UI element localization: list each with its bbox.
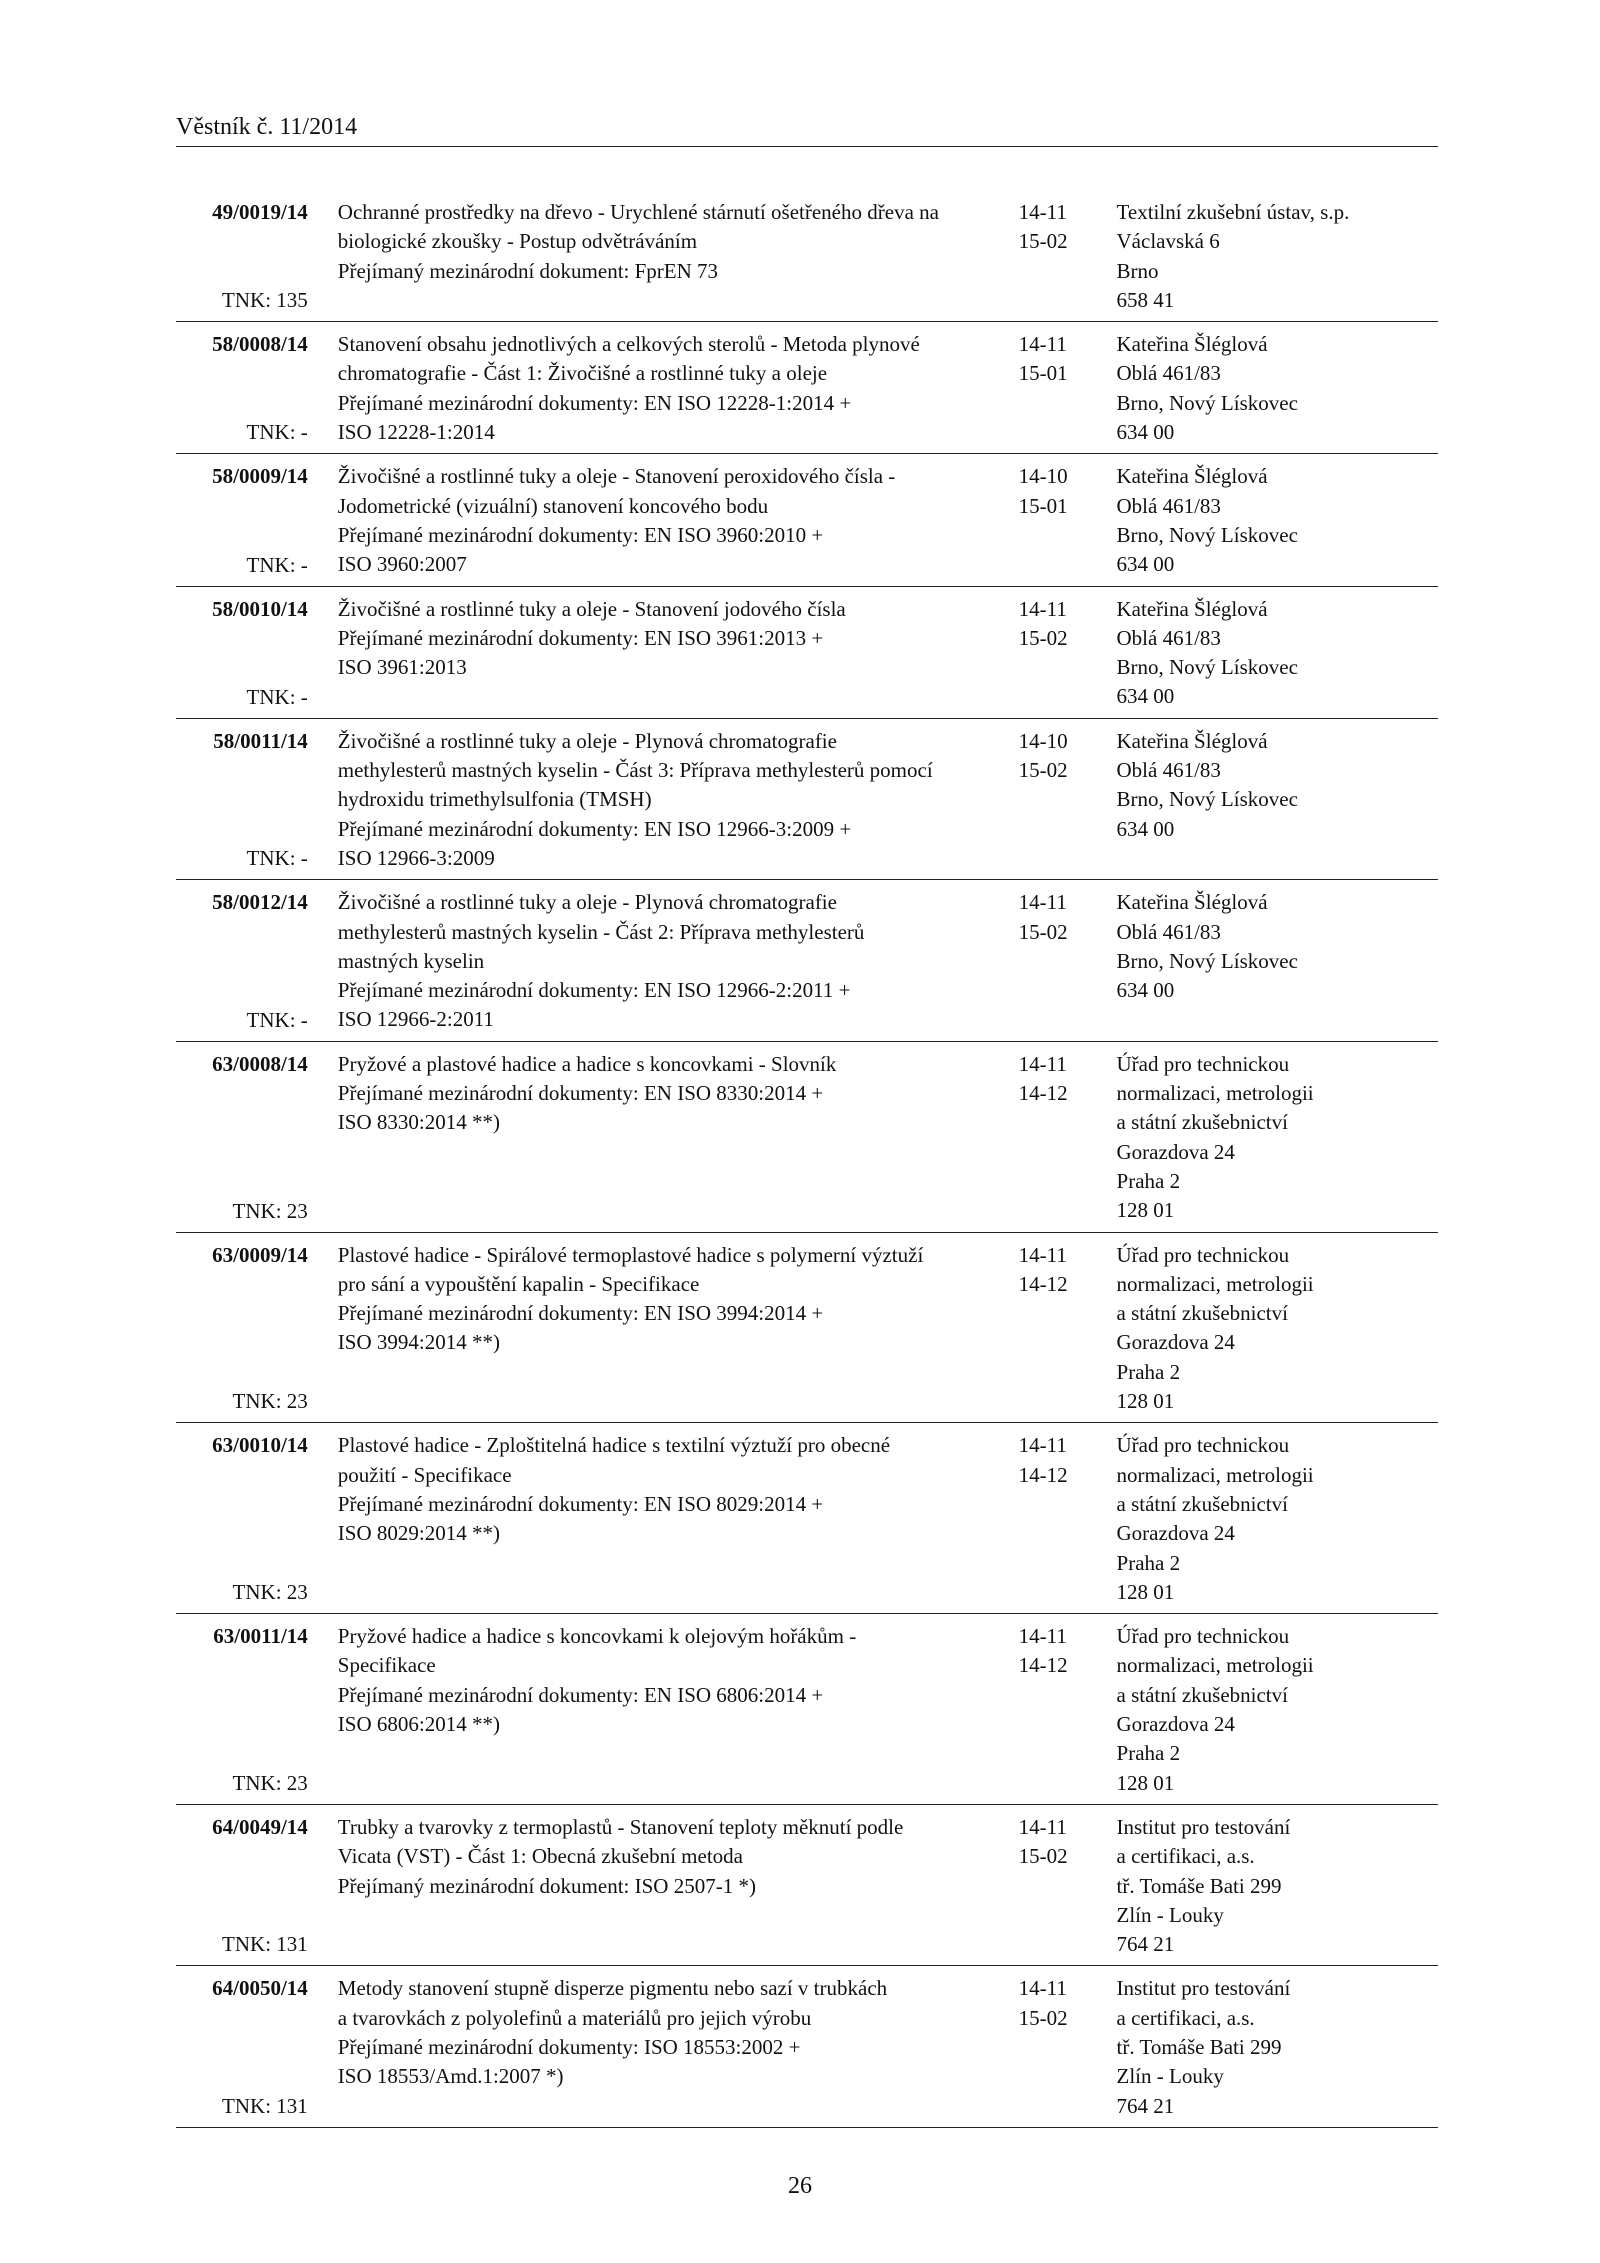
address-line: 634 00 [1116, 684, 1175, 709]
title-line: Plastové hadice - Spirálové termoplastové hadice s polymerní výztuží [337, 1242, 924, 1267]
standard-title-cell [308, 888, 1019, 1035]
table-row [176, 587, 1438, 719]
address-line: Brno, Nový Lískovec [1116, 655, 1298, 680]
title-line: mastných kyselin [337, 948, 485, 973]
address-line: normalizaci, metrologii [1116, 1653, 1314, 1678]
dates-cell [1019, 462, 1117, 579]
standard-title-cell [308, 727, 1019, 874]
table-row [176, 1423, 1438, 1614]
title-line: Trubky a tvarovky z termoplastů - Stanovení teploty měknutí podle [337, 1814, 904, 1839]
date-line: 14-12 [1018, 1462, 1068, 1487]
table-row [176, 880, 1438, 1042]
address-line: Kateřina Šléglová [1116, 890, 1268, 915]
address-line: Zlín - Louky [1116, 2064, 1224, 2089]
date-line: 14-11 [1018, 1976, 1067, 2001]
processor-address-cell [1117, 1431, 1438, 1607]
table-row [176, 1805, 1438, 1967]
date-line: 14-11 [1018, 1433, 1067, 1458]
date-line: 15-02 [1018, 2005, 1068, 2030]
tnk-label: TNK: 23 [232, 1580, 308, 1605]
title-line: ISO 3961:2013 [337, 655, 467, 680]
address-line: normalizaci, metrologii [1116, 1081, 1314, 1106]
title-line: methylesterů mastných kyselin - Část 3: Příprava methylesterů pomocí [337, 758, 933, 783]
title-line: Pryžové hadice a hadice s koncovkami k olejovým hořákům - [337, 1624, 857, 1649]
standard-code-cell [176, 1050, 308, 1226]
table-row [176, 322, 1438, 454]
address-line: Praha 2 [1116, 1741, 1181, 1766]
processor-address-cell [1117, 1622, 1438, 1798]
dates-cell [1019, 1241, 1117, 1417]
address-line: Oblá 461/83 [1116, 361, 1221, 386]
title-line: Přejímané mezinárodní dokumenty: EN ISO 3960:2010 + [337, 522, 824, 547]
title-line: Přejímané mezinárodní dokumenty: EN ISO 12228-1:2014 + [337, 390, 852, 415]
title-line: ISO 8330:2014 **) [337, 1110, 500, 1135]
standard-code: 58/0010/14 [212, 596, 308, 621]
date-line: 14-11 [1018, 200, 1067, 224]
processor-address-cell [1117, 330, 1438, 447]
address-line: 128 01 [1116, 1198, 1175, 1223]
standard-code-cell [176, 198, 308, 315]
date-line: 14-12 [1018, 1271, 1068, 1296]
address-line: Kateřina Šléglová [1116, 464, 1268, 489]
address-line: Oblá 461/83 [1116, 493, 1221, 518]
date-line: 14-10 [1018, 464, 1068, 489]
address-line: Brno [1116, 258, 1159, 283]
date-line: 14-11 [1018, 596, 1067, 621]
date-line: 15-02 [1018, 919, 1068, 944]
title-line: hydroxidu trimethylsulfonia (TMSH) [337, 787, 652, 812]
title-line: Specifikace [337, 1653, 436, 1678]
processor-address-cell [1117, 595, 1438, 712]
address-line: 764 21 [1116, 1932, 1175, 1957]
title-line: použití - Specifikace [337, 1462, 512, 1487]
table-row [176, 1966, 1438, 2128]
processor-address-cell [1117, 1241, 1438, 1417]
standard-title-cell [308, 1050, 1019, 1226]
title-line: a tvarovkách z polyolefinů a materiálů pro jejich výrobu [337, 2005, 812, 2030]
tnk-label: TNK: 135 [222, 288, 308, 313]
title-line: Přejímané mezinárodní dokumenty: EN ISO 3961:2013 + [337, 625, 824, 650]
title-line: Přejímané mezinárodní dokumenty: EN ISO 6806:2014 + [337, 1682, 824, 1707]
standard-title-cell [308, 330, 1019, 447]
address-line: Kateřina Šléglová [1116, 332, 1268, 357]
date-line: 14-12 [1018, 1653, 1068, 1678]
dates-cell [1019, 1813, 1117, 1960]
date-line: 14-11 [1018, 1814, 1067, 1839]
address-line: Úřad pro technickou [1116, 1051, 1290, 1076]
address-line: 128 01 [1116, 1579, 1175, 1604]
standard-title-cell [308, 1813, 1019, 1960]
table-row [176, 454, 1438, 586]
standard-code: 58/0009/14 [212, 464, 308, 489]
title-line: Vicata (VST) - Část 1: Obecná zkušební metoda [337, 1844, 743, 1869]
date-line: 15-01 [1018, 361, 1068, 386]
date-line: 14-12 [1018, 1081, 1068, 1106]
address-line: 658 41 [1116, 287, 1175, 312]
dates-cell [1019, 1622, 1117, 1798]
address-line: Textilní zkušební ústav, s.p. [1116, 200, 1350, 224]
address-line: 634 00 [1116, 816, 1175, 841]
table-row [176, 1042, 1438, 1233]
title-line: Pryžové a plastové hadice a hadice s koncovkami - Slovník [337, 1051, 837, 1076]
standard-code-cell [176, 462, 308, 579]
address-line: 634 00 [1116, 552, 1175, 577]
standard-code-cell [176, 1974, 308, 2121]
title-line: ISO 6806:2014 **) [337, 1712, 500, 1737]
title-line: Přejímané mezinárodní dokumenty: EN ISO 8330:2014 + [337, 1081, 824, 1106]
dates-cell [1019, 198, 1117, 315]
address-line: Brno, Nový Lískovec [1116, 948, 1298, 973]
processor-address-cell [1117, 1974, 1438, 2121]
title-line: Přejímaný mezinárodní dokument: FprEN 73 [337, 258, 719, 283]
address-line: Gorazdova 24 [1116, 1330, 1235, 1355]
date-line: 14-11 [1018, 1051, 1067, 1076]
title-line: chromatografie - Část 1: Živočišné a rostlinné tuky a oleje [337, 361, 828, 386]
tnk-label: TNK: - [246, 846, 308, 871]
dates-cell [1019, 330, 1117, 447]
address-line: a certifikaci, a.s. [1116, 2005, 1255, 2030]
title-line: Přejímané mezinárodní dokumenty: ISO 18553:2002 + [337, 2035, 801, 2060]
address-line: a státní zkušebnictví [1116, 1682, 1288, 1707]
address-line: Institut pro testování [1116, 1976, 1291, 2001]
title-line: Živočišné a rostlinné tuky a oleje - Plynová chromatografie [337, 890, 837, 915]
processor-address-cell [1117, 462, 1438, 579]
processor-address-cell [1117, 198, 1438, 315]
processor-address-cell [1117, 888, 1438, 1035]
title-line: ISO 12228-1:2014 [337, 420, 495, 445]
dates-cell [1019, 1974, 1117, 2121]
title-line: Přejímané mezinárodní dokumenty: EN ISO 3994:2014 + [337, 1301, 824, 1326]
standards-table [176, 190, 1438, 2128]
table-row [176, 719, 1438, 881]
dates-cell [1019, 727, 1117, 874]
address-line: Brno, Nový Lískovec [1116, 787, 1298, 812]
table-row [176, 1233, 1438, 1424]
standard-code: 63/0008/14 [212, 1051, 308, 1076]
tnk-label: TNK: - [246, 552, 308, 577]
address-line: Praha 2 [1116, 1359, 1181, 1384]
address-line: Institut pro testování [1116, 1814, 1291, 1839]
tnk-label: TNK: 131 [222, 1932, 308, 1957]
standard-title-cell [308, 1241, 1019, 1417]
tnk-label: TNK: 23 [232, 1770, 308, 1795]
title-line: biologické zkoušky - Postup odvětráváním [337, 229, 698, 254]
dates-cell [1019, 595, 1117, 712]
title-line: methylesterů mastných kyselin - Část 2: Příprava methylesterů [337, 919, 865, 944]
date-line: 15-01 [1018, 493, 1068, 518]
title-line: Plastové hadice - Zploštitelná hadice s textilní výztuží pro obecné [337, 1433, 891, 1458]
standard-code-cell [176, 727, 308, 874]
dates-cell [1019, 1431, 1117, 1607]
date-line: 15-02 [1018, 1844, 1068, 1869]
title-line: Živočišné a rostlinné tuky a oleje - Plynová chromatografie [337, 728, 837, 753]
title-line: Ochranné prostředky na dřevo - Urychlené stárnutí ošetřeného dřeva na [337, 200, 939, 224]
address-line: 634 00 [1116, 978, 1175, 1003]
address-line: tř. Tomáše Bati 299 [1116, 1873, 1282, 1898]
address-line: Brno, Nový Lískovec [1116, 522, 1298, 547]
title-line: Živočišné a rostlinné tuky a oleje - Stanovení jodového čísla [337, 596, 846, 621]
date-line: 14-10 [1018, 728, 1068, 753]
standard-code: 64/0049/14 [212, 1814, 308, 1839]
date-line: 14-11 [1018, 1624, 1067, 1649]
standard-code: 63/0009/14 [212, 1242, 308, 1267]
standard-title-cell [308, 1431, 1019, 1607]
tnk-label: TNK: 23 [232, 1198, 308, 1223]
address-line: Oblá 461/83 [1116, 758, 1221, 783]
tnk-label: TNK: - [246, 684, 308, 709]
standard-title-cell [308, 198, 1019, 315]
standard-code-cell [176, 1431, 308, 1607]
tnk-label: TNK: - [246, 420, 308, 445]
title-line: Stanovení obsahu jednotlivých a celkových sterolů - Metoda plynové [337, 332, 920, 357]
address-line: Gorazdova 24 [1116, 1521, 1235, 1546]
address-line: Gorazdova 24 [1116, 1139, 1235, 1164]
address-line: a certifikaci, a.s. [1116, 1844, 1255, 1869]
title-line: Metody stanovení stupně disperze pigmentu nebo sazí v trubkách [337, 1976, 888, 2001]
processor-address-cell [1117, 1813, 1438, 1960]
title-line: ISO 12966-3:2009 [337, 845, 495, 870]
standard-code-cell [176, 1813, 308, 1960]
title-line: Přejímané mezinárodní dokumenty: EN ISO 12966-2:2011 + [337, 978, 851, 1003]
date-line: 14-11 [1018, 332, 1067, 357]
tnk-label: TNK: - [246, 1007, 308, 1032]
standard-code: 64/0050/14 [212, 1976, 308, 2001]
address-line: a státní zkušebnictví [1116, 1110, 1288, 1135]
date-line: 15-02 [1018, 758, 1068, 783]
address-line: 764 21 [1116, 2093, 1175, 2118]
standard-code-cell [176, 888, 308, 1035]
title-line: ISO 8029:2014 **) [337, 1521, 500, 1546]
header-divider [176, 146, 1438, 147]
standard-code: 58/0012/14 [212, 890, 308, 915]
standard-code: 58/0008/14 [212, 332, 308, 357]
address-line: normalizaci, metrologii [1116, 1271, 1314, 1296]
tnk-label: TNK: 131 [222, 2093, 308, 2118]
address-line: Oblá 461/83 [1116, 625, 1221, 650]
address-line: 128 01 [1116, 1770, 1175, 1795]
dates-cell [1019, 888, 1117, 1035]
address-line: Gorazdova 24 [1116, 1712, 1235, 1737]
title-line: Jodometrické (vizuální) stanovení koncového bodu [337, 493, 769, 518]
table-row [176, 1614, 1438, 1805]
standard-code-cell [176, 1241, 308, 1417]
standard-title-cell [308, 1622, 1019, 1798]
address-line: tř. Tomáše Bati 299 [1116, 2035, 1282, 2060]
standard-code: 49/0019/14 [212, 200, 308, 224]
page-header-title: Věstník č. 11/2014 [176, 114, 358, 140]
title-line: Přejímané mezinárodní dokumenty: EN ISO 8029:2014 + [337, 1491, 824, 1516]
processor-address-cell [1117, 1050, 1438, 1226]
standard-code: 58/0011/14 [213, 728, 308, 753]
address-line: Úřad pro technickou [1116, 1433, 1290, 1458]
address-line: Kateřina Šléglová [1116, 728, 1268, 753]
table-row [176, 190, 1438, 322]
title-line: ISO 12966-2:2011 [337, 1007, 494, 1032]
date-line: 14-11 [1018, 890, 1067, 915]
standard-code: 63/0010/14 [212, 1433, 308, 1458]
title-line: ISO 18553/Amd.1:2007 *) [337, 2064, 564, 2089]
address-line: Praha 2 [1116, 1550, 1181, 1575]
date-line: 15-02 [1018, 625, 1068, 650]
address-line: Brno, Nový Lískovec [1116, 390, 1298, 415]
address-line: normalizaci, metrologii [1116, 1462, 1314, 1487]
address-line: Oblá 461/83 [1116, 919, 1221, 944]
date-line: 15-02 [1018, 229, 1068, 254]
standard-title-cell [308, 1974, 1019, 2121]
dates-cell [1019, 1050, 1117, 1226]
standard-code: 63/0011/14 [213, 1624, 308, 1649]
address-line: a státní zkušebnictví [1116, 1491, 1288, 1516]
title-line: Přejímaný mezinárodní dokument: ISO 2507-1 *) [337, 1873, 756, 1898]
title-line: Přejímané mezinárodní dokumenty: EN ISO 12966-3:2009 + [337, 816, 852, 841]
address-line: a státní zkušebnictví [1116, 1301, 1288, 1326]
page-number: 26 [788, 2173, 812, 2199]
title-line: pro sání a vypouštění kapalin - Specifikace [337, 1271, 700, 1296]
title-line: ISO 3994:2014 **) [337, 1330, 500, 1355]
title-line: Živočišné a rostlinné tuky a oleje - Stanovení peroxidového čísla - [337, 464, 896, 489]
address-line: Praha 2 [1116, 1168, 1181, 1193]
address-line: Kateřina Šléglová [1116, 596, 1268, 621]
standard-code-cell [176, 595, 308, 712]
processor-address-cell [1117, 727, 1438, 874]
standard-code-cell [176, 1622, 308, 1798]
address-line: Václavská 6 [1116, 229, 1220, 254]
address-line: Úřad pro technickou [1116, 1624, 1290, 1649]
address-line: Zlín - Louky [1116, 1902, 1224, 1927]
standard-title-cell [308, 595, 1019, 712]
standard-code-cell [176, 330, 308, 447]
address-line: 128 01 [1116, 1389, 1175, 1414]
tnk-label: TNK: 23 [232, 1389, 308, 1414]
title-line: ISO 3960:2007 [337, 552, 467, 577]
address-line: 634 00 [1116, 420, 1175, 445]
address-line: Úřad pro technickou [1116, 1242, 1290, 1267]
standard-title-cell [308, 462, 1019, 579]
date-line: 14-11 [1018, 1242, 1067, 1267]
